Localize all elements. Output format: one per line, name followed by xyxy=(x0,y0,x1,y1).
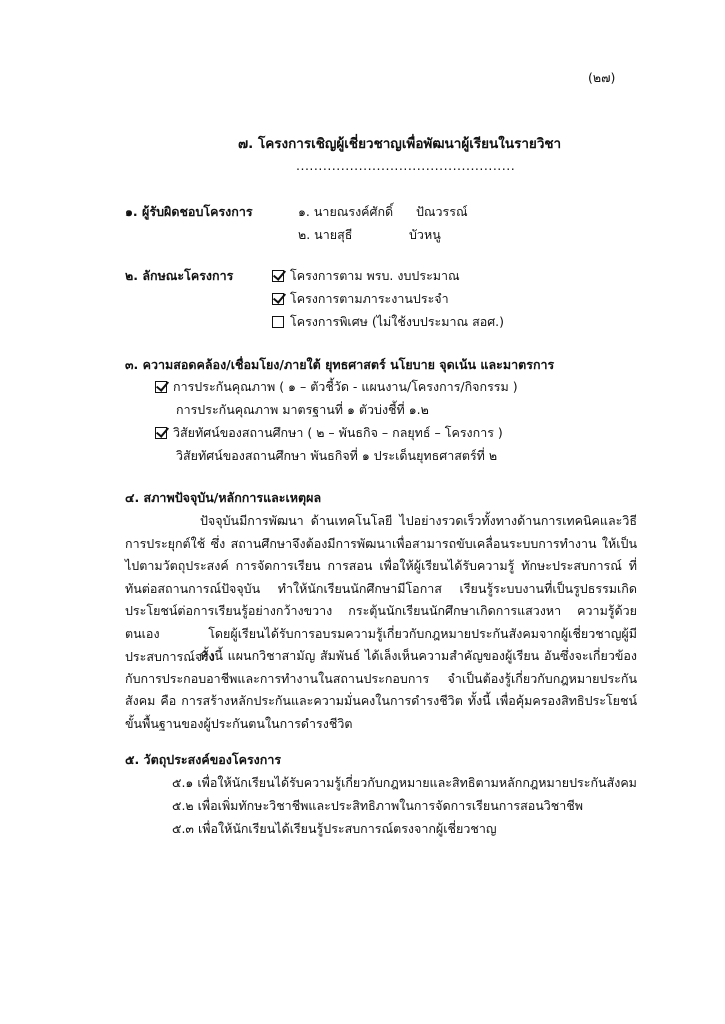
alignment-item-2-label: วิสัยทัศน์ของสถานศึกษา ( ๒ – พันธกิจ – กลยุทธ์ – โครงการ ) xyxy=(173,425,503,440)
section-3-heading: ๓. ความสอดคล้อง/เชื่อมโยง/ภายใต้ ยุทธศาสตร์ นโยบาย จุดเน้น และมาตรการ xyxy=(125,357,555,372)
section-5-heading: ๕. วัตถุประสงค์ของโครงการ xyxy=(125,752,282,767)
checkbox-empty-icon[interactable] xyxy=(272,316,284,328)
alignment-item-1[interactable] xyxy=(155,379,518,394)
project-type-option-1[interactable] xyxy=(272,268,460,283)
section-2-heading: ๒. ลักษณะโครงการ xyxy=(125,268,234,283)
responsible-person-1-surname: ปัณวรรณ์ xyxy=(416,204,468,219)
option-label: โครงการตาม พรบ. งบประมาณ xyxy=(290,268,460,283)
option-label: โครงการตามภาระงานประจำ xyxy=(290,291,449,306)
checkbox-checked-icon[interactable] xyxy=(272,270,284,282)
rationale-paragraph-2: ทั้งนี้ แผนกวิชาสามัญ สัมพันธ์ ได้เล็งเห็นความสำคัญของผู้เรียน อันซึ่งจะเกี่ยวข้องกับการประกอบอาชีพและการทำงานในสถานประกอบการ จำเป็นต้องรู้เกี่ยวกับกฎหมายประกันสังคม คือ การสร้างหลักประกันและความมั่นคงในการดำรงชีวิต ทั้งนี้ เพื่อคุ้มครองสิทธิประโยชน์ขั้นพื้นฐานของผู้ประกันตนในการดำรงชีวิต xyxy=(125,648,637,731)
responsible-person-1-name: ๑. นายณรงค์ศักดิ์ xyxy=(298,204,394,219)
alignment-item-1-detail: การประกันคุณภาพ มาตรฐานที่ ๑ ตัวบ่งชี้ที่ ๑.๒ xyxy=(176,402,429,417)
page-number: (๒๗) xyxy=(588,70,616,85)
rationale-paragraph-1: ปัจจุบันมีการพัฒนา ด้านเทคโนโลยี ไปอย่างรวดเร็วทั้งทางด้านการเทคนิคและวิธีการประยุกต์ใช้ ซึ่ง สถานศึกษาจึงต้องมีการพัฒนาเพื่อสามารถขับเคลื่อนระบบการทำงาน ให้เป็นไปตามวัตถุประสงค์ การจัดการเรียน การสอน เพื่อให้ผู้เรียนได้รับความรู้ ทักษะประสบการณ์ ที่ทันต่อสถานการณ์ปัจจุบัน ทำให้นักเรียนนักศึกษามีโอกาส เรียนรู้ระบบงานที่เป็นรูปธรรมเกิดประโยชน์ต่อการเรียนรู้อย่างกว้างขวาง กระตุ้นนักเรียนนักศึกษาเกิดการแสวงหา ความรู้ด้วยตนเอง โดยผู้เรียนได้รับการอบรมความรู้เกี่ยวกับกฎหมายประกันสังคมจากผู้เชี่ยวชาญผู้มีประสบการณ์จริง xyxy=(125,513,637,664)
checkbox-checked-icon[interactable] xyxy=(155,427,167,439)
objective-1: ๕.๑ เพื่อให้นักเรียนได้รับความรู้เกี่ยวกับกฎหมายและสิทธิตามหลักกฎหมายประกันสังคม xyxy=(172,775,637,790)
alignment-item-1-label: การประกันคุณภาพ ( ๑ – ตัวชี้วัด - แผนงาน/โครงการ/กิจกรรม ) xyxy=(173,379,518,394)
alignment-item-2-detail: วิสัยทัศน์ของสถานศึกษา พันธกิจที่ ๑ ประเด็นยุทธศาสตร์ที่ ๒ xyxy=(176,448,498,463)
responsible-person-2-surname: บัวหนู xyxy=(409,227,441,242)
objective-2: ๕.๒ เพื่อเพิ่มทักษะวิชาชีพและประสิทธิภาพในการจัดการเรียนการสอนวิชาชีพ xyxy=(172,798,583,813)
checkbox-checked-icon[interactable] xyxy=(272,293,284,305)
checkbox-checked-icon[interactable] xyxy=(155,381,167,393)
alignment-item-2[interactable] xyxy=(155,425,503,440)
objective-3: ๕.๓ เพื่อให้นักเรียนได้เรียนรู้ประสบการณ์ตรงจากผู้เชี่ยวชาญ xyxy=(172,821,497,836)
option-label: โครงการพิเศษ (ไม่ใช้งบประมาณ สอศ.) xyxy=(290,314,504,329)
section-4-heading: ๔. สภาพปัจจุบัน/หลักการและเหตุผล xyxy=(125,490,322,505)
section-1-heading: ๑. ผู้รับผิดชอบโครงการ xyxy=(125,204,253,219)
project-type-option-3[interactable] xyxy=(272,314,504,329)
responsible-person-2-name: ๒. นายสุธี xyxy=(298,227,353,242)
project-type-option-2[interactable] xyxy=(272,291,449,306)
document-title: ๗. โครงการเชิญผู้เชี่ยวชาญเพื่อพัฒนาผู้เรียนในรายวิชา xyxy=(238,136,562,152)
title-underline-dots: ................................................. xyxy=(296,158,516,173)
